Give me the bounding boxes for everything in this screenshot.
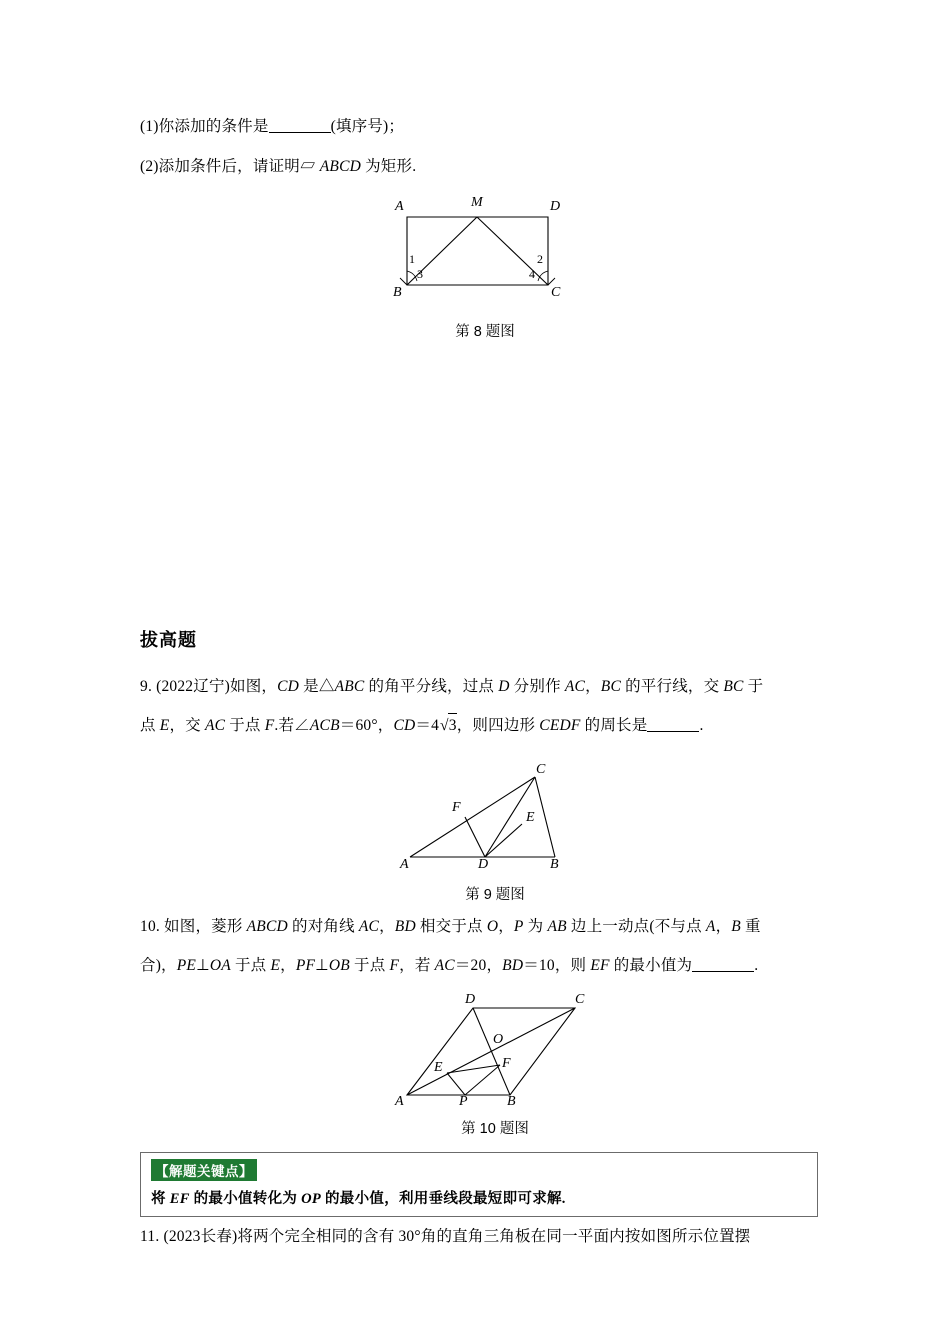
q10-t8: ， [715,918,732,935]
q9-t16: . [699,717,704,735]
q8-abcd: ABCD [319,158,362,175]
q9-ac: AC [564,678,586,695]
q10-t15: 于点 [349,957,390,975]
key-point-box [140,1152,818,1217]
q9-abc: ABC [334,678,365,695]
q10-ac: AC [358,918,380,935]
q10-ab: AB [547,918,567,935]
figure-10-caption: 第 10 题图 [461,1121,529,1137]
figure-8 [385,195,585,310]
q9-num: 9. (2022 [140,678,194,695]
q9-t8: 点 [140,717,160,735]
q8-blank-1[interactable] [269,132,331,133]
q8-sub2 [140,152,820,181]
q8-sub2-pre: (2)添加条件后，请证明▱ [140,158,320,175]
q9-cd2: CD [393,717,416,735]
key-point-text [151,1187,807,1208]
q10-e: E [270,957,281,975]
q10-answer-blank[interactable] [692,971,754,972]
q9-cd: CD [277,678,300,695]
fig10-label-D: D [465,992,476,1007]
q10-ef: EF [590,957,610,975]
fig9-label-E: E [526,810,535,825]
kp-t3: 的最小值，利用垂线段最短即可求解. [321,1191,566,1207]
q9-t13: ＝4 [415,717,440,735]
q10-t13: ， [280,957,296,975]
q9-t15: 的周长是 [580,717,648,735]
q8-sub1-text: (1)你添加的条件是 [140,118,269,135]
q10-t12: 于点 [230,957,271,975]
fig9-label-C: C [536,762,546,777]
q10-b: B [731,918,741,935]
q10-t11: ⊥ [196,957,210,975]
q10-a: A [705,918,716,935]
q10-o: O [486,918,499,935]
q9-t6: 的平行线，交 [621,678,724,695]
q10-t1: 10. 如图，菱形 [140,918,247,935]
q10-t17: ＝20， [454,957,503,975]
q9-t14: ，则四边形 [456,717,540,735]
q10-ac2: AC [434,957,455,975]
q9-bc: BC [600,678,622,695]
q10-p: P [513,918,524,935]
question-10-text [140,912,820,981]
figure-8-caption: 第 8 题图 [455,324,515,340]
q10-t7: 边上一动点(不与点 [566,918,706,935]
q10-abcd: ABCD [246,918,288,935]
q9-t2: 是△ [299,678,335,695]
q10-ob: OB [328,957,350,975]
q10-t20: . [754,957,759,975]
q10-oa: OA [209,957,231,975]
q9-t5: ， [585,678,601,695]
fig10-label-P: P [459,1094,468,1109]
q10-t16: ，若 [399,957,435,975]
q10-bd2: BD [502,957,524,975]
q10-bd: BD [394,918,416,935]
q8-sub1 [140,112,820,141]
fig9-label-B: B [550,857,559,872]
fig10-label-O: O [493,1032,504,1047]
fig8-label-A: A [395,199,404,214]
fig8-label-M: M [471,195,483,210]
q9-e: E [159,717,170,735]
q9-bc2: BC [723,678,744,695]
q10-pf: PF [295,957,316,975]
q9-d: D [498,678,510,695]
q9-ac2: AC [204,717,226,735]
fig10-label-B: B [507,1094,516,1109]
key-point-tag: 【解题关键点】 [151,1159,257,1181]
q10-pe: PE [176,957,197,975]
q10-t3: ， [379,918,395,935]
q10-t6: 为 [523,918,548,935]
fig9-label-A: A [400,857,409,872]
q9-answer-blank[interactable] [647,731,699,732]
fig8-angle-4: 4 [529,267,535,281]
figure-9-caption: 第 9 题图 [465,887,525,903]
q11-t1: )将两个完全相同的含有 30°角的直角三角板在同一平面内按如图所示位置摆 [232,1228,751,1245]
fig10-label-C: C [575,992,585,1007]
kp-op: OP [301,1191,322,1207]
q10-t5: ， [498,918,514,935]
q9-t3: 的角平分线，过点 [364,678,499,695]
q10-t4: 相交于点 [415,918,487,935]
q9-sqrt: √ 3 [439,711,457,740]
kp-t2: 的最小值转化为 [189,1191,302,1207]
q11-province: 长春 [200,1228,233,1245]
question-9-text [140,672,820,741]
figure-10 [385,990,605,1110]
fig10-label-F: F [502,1056,511,1071]
q9-cedf: CEDF [539,717,581,735]
q10-f: F [389,957,400,975]
q9-t12: ＝60°， [339,717,394,735]
q10-t9: 重 [740,918,761,935]
q10-t18: ＝10，则 [523,957,591,975]
q9-t10: 于点 [225,717,265,735]
fig8-label-D: D [550,199,561,214]
question-11-text [140,1222,820,1251]
q9-t7: 于 [743,678,764,695]
fig8-angle-3: 3 [417,267,423,281]
fig9-label-D: D [478,857,489,872]
q9-t11: .若∠ [274,717,310,735]
q11-num: 11. (2023 [140,1228,201,1245]
fig8-angle-1: 1 [409,252,415,266]
q9-t9: ，交 [169,717,205,735]
fig10-label-E: E [434,1060,443,1075]
q10-t19: 的最小值为 [609,957,693,975]
q9-t4: 分别作 [509,678,565,695]
q9-f: F [264,717,275,735]
section-title-advanced: 拔高题 [140,630,197,650]
fig9-label-F: F [452,800,461,815]
q10-t14: ⊥ [315,957,329,975]
q9-province: 辽宁 [193,678,225,695]
q9-acb: ACB [309,717,340,735]
q10-t10: 合)， [140,957,177,975]
fig8-angle-2: 2 [537,252,543,266]
fig10-label-A: A [395,1094,404,1109]
figure-9 [390,762,600,872]
kp-t1: 将 [151,1191,170,1207]
q10-t2: 的对角线 [287,918,359,935]
fig8-label-B: B [393,285,402,300]
q9-t1: )如图， [224,678,278,695]
fig8-label-C: C [551,285,561,300]
q8-sub2-tail: 为矩形. [361,158,417,175]
kp-ef: EF [169,1191,190,1207]
q8-sub1-tail: (填序号)； [330,118,405,135]
q9-sqrt-value: 3 [448,717,457,735]
